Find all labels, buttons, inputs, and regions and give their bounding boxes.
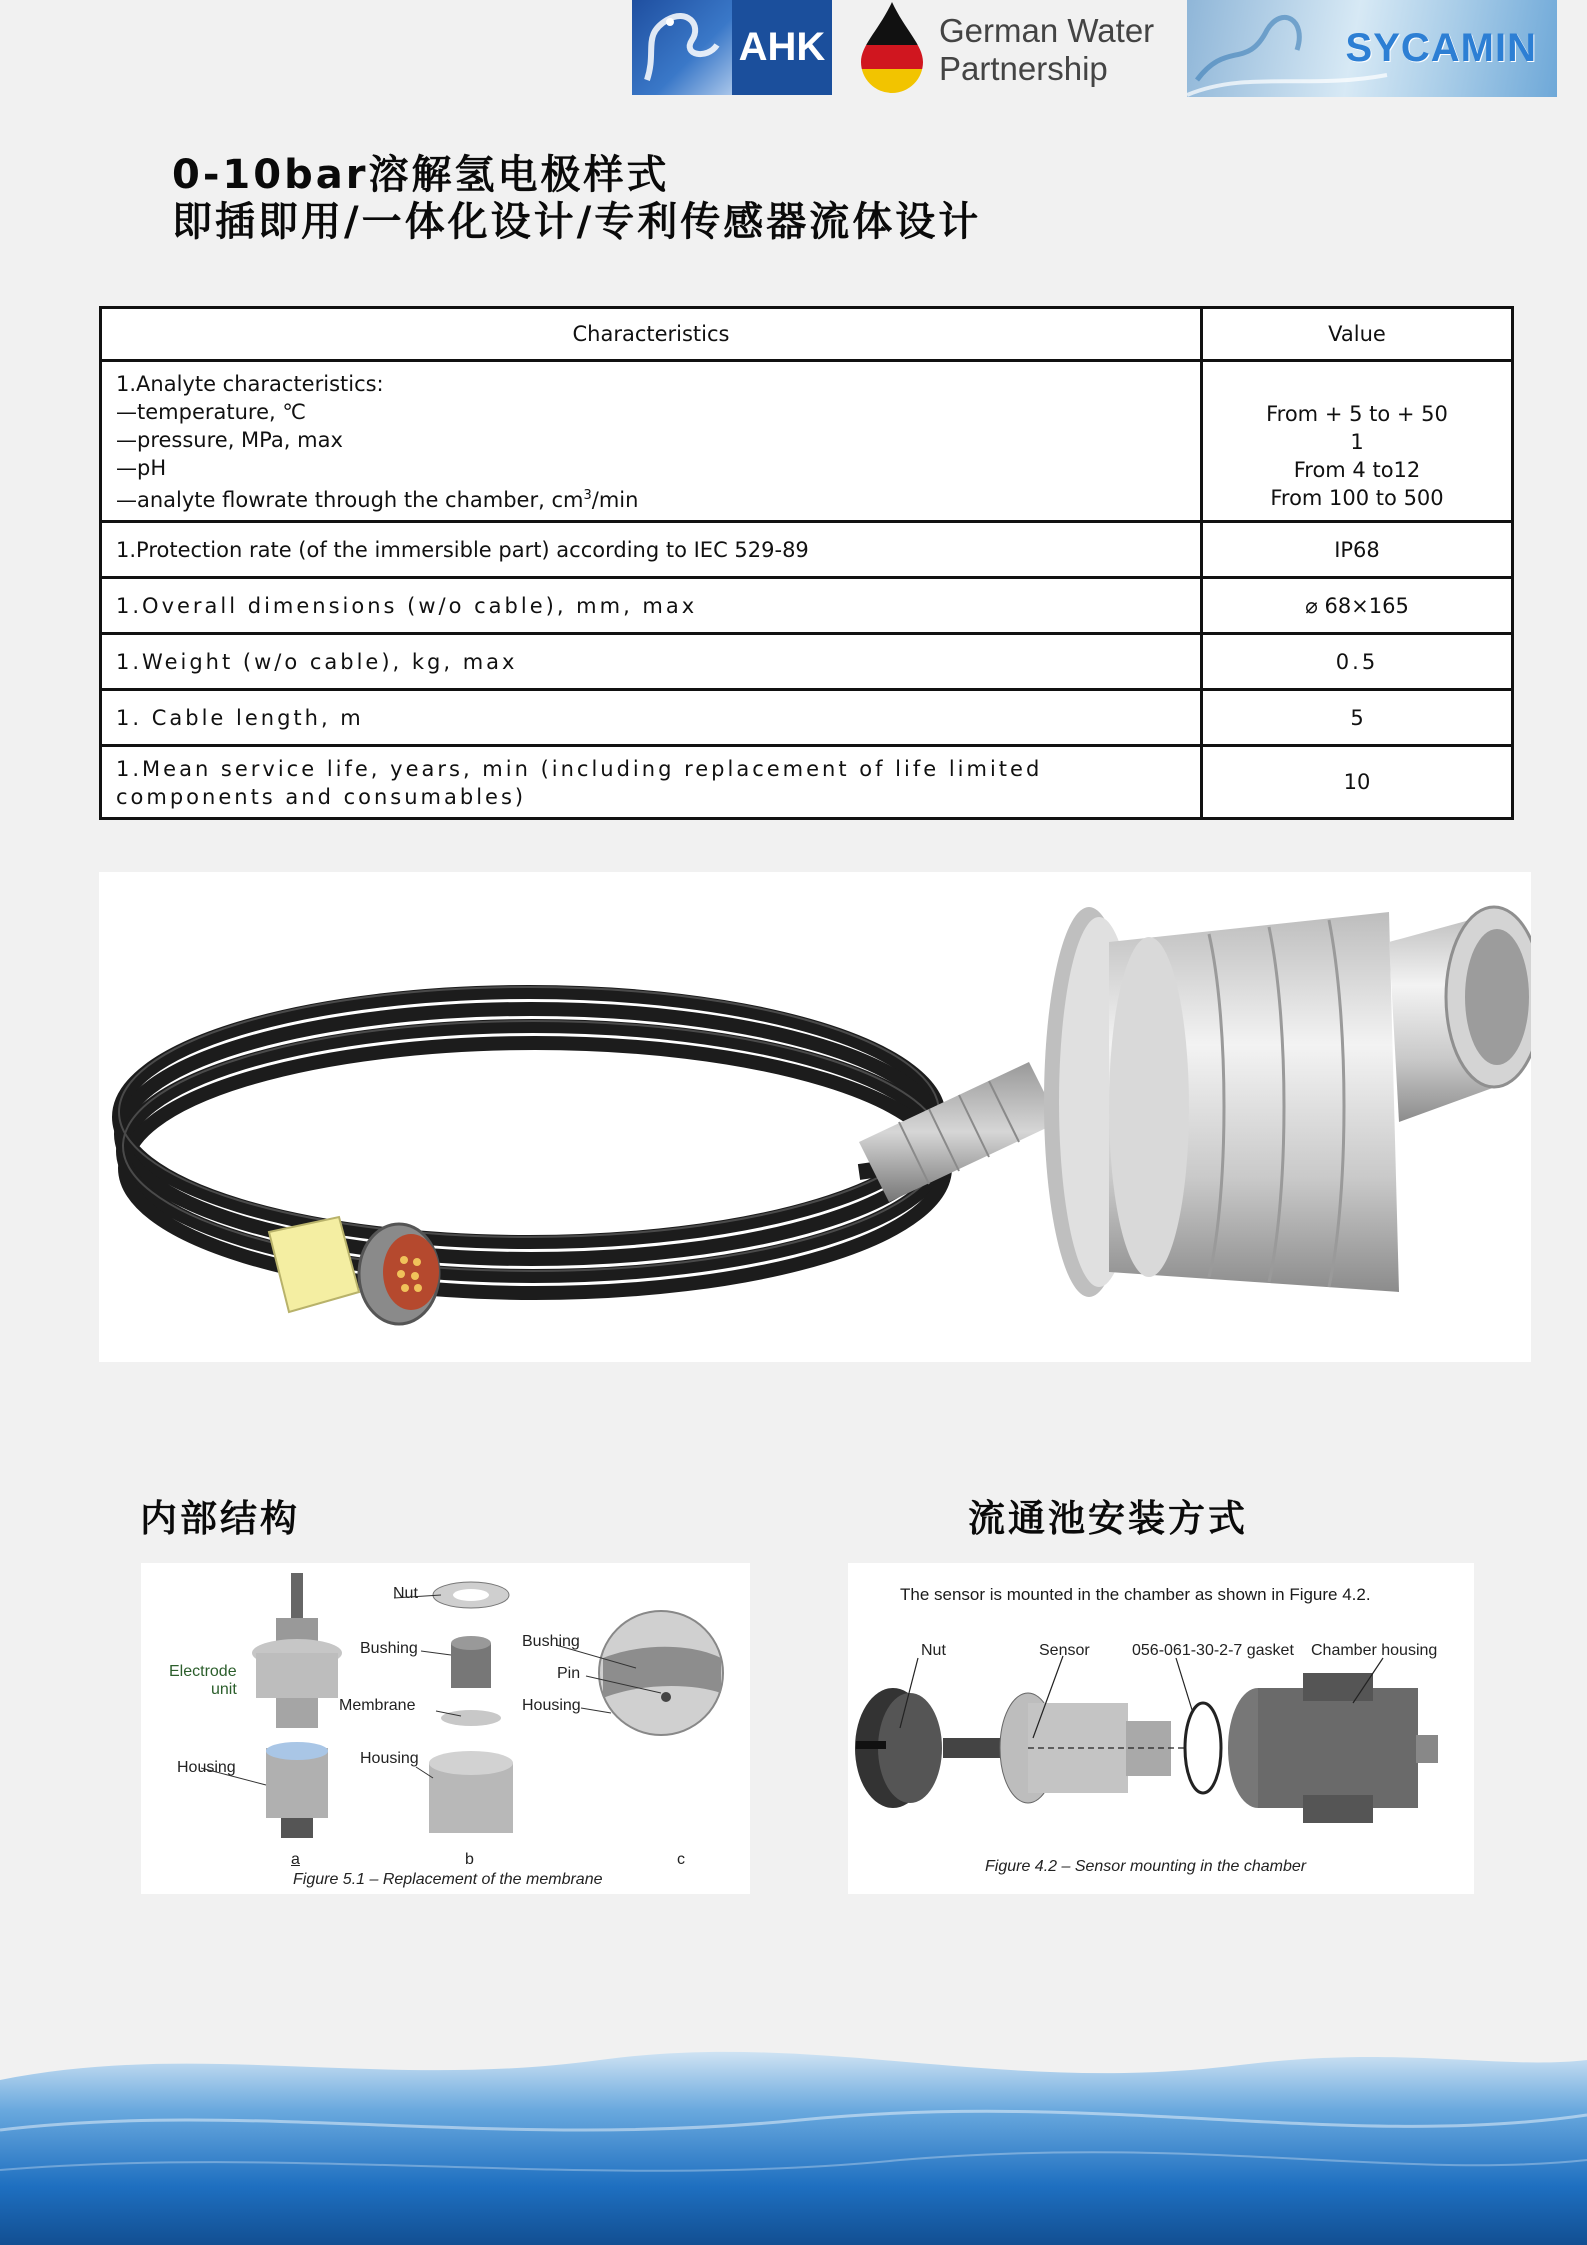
fig1-pin-label: Pin xyxy=(557,1665,581,1682)
analyte-values-cell xyxy=(1202,361,1513,522)
fig2-caption: Figure 4.2 – Sensor mounting in the chamber xyxy=(985,1858,1307,1875)
table-row xyxy=(101,361,1513,522)
service-life-value: 10 xyxy=(1202,746,1513,819)
temperature-value: From + 5 to + 50 xyxy=(1266,402,1448,426)
value-header: Value xyxy=(1202,308,1513,361)
table-header-row xyxy=(101,308,1513,361)
water-drop-flag-icon xyxy=(857,0,927,95)
table-row xyxy=(101,690,1513,746)
fig1-c-label: c xyxy=(677,1851,685,1868)
flow-cell-install-heading: 流通池安装方式 xyxy=(968,1497,1248,1540)
fig1-a-label: a xyxy=(291,1851,300,1868)
weight-value: 0.5 xyxy=(1202,634,1513,690)
gwp-line2: Partnership xyxy=(939,50,1108,87)
mounting-exploded-drawing xyxy=(848,1563,1474,1894)
flowrate-label xyxy=(116,482,1186,514)
sensor-product-image xyxy=(99,872,1531,1362)
fig2-nut-label: Nut xyxy=(921,1642,946,1659)
fig1-bushing-c-label: Bushing xyxy=(522,1633,580,1650)
temperature-label: —temperature, ℃ xyxy=(116,400,306,424)
page-title-line1: 0-10bar溶解氢电极样式 xyxy=(172,152,670,198)
pressure-value: 1 xyxy=(1350,430,1364,454)
ahk-logo-text: AHK xyxy=(732,0,832,95)
fig1-membrane-label: Membrane xyxy=(339,1697,416,1714)
analyte-label: 1.Analyte characteristics: xyxy=(116,372,384,396)
protection-rate-value: IP68 xyxy=(1202,522,1513,578)
protection-rate-label: 1.Protection rate (of the immersible part) according to IEC 529-89 xyxy=(101,522,1202,578)
exploded-view-drawing xyxy=(141,1563,750,1894)
spec-table xyxy=(99,306,1514,820)
dragon-logo-icon xyxy=(632,0,732,95)
sycamin-logo-text: SYCAMIN xyxy=(1345,26,1537,70)
overall-dimensions-value: ⌀ 68×165 xyxy=(1202,578,1513,634)
header-logos xyxy=(632,0,1557,97)
ph-label: —pH xyxy=(116,456,167,480)
fig1-housing-a-label: Housing xyxy=(177,1759,236,1776)
cable-length-value: 5 xyxy=(1202,690,1513,746)
page-title-line2: 即插即用/一体化设计/专利传感器流体设计 xyxy=(172,199,982,245)
analyte-characteristics-cell xyxy=(101,361,1202,522)
internal-structure-heading: 内部结构 xyxy=(140,1497,300,1540)
cable-length-label: 1. Cable length, m xyxy=(101,690,1202,746)
weight-label: 1.Weight (w/o cable), kg, max xyxy=(101,634,1202,690)
sycamin-logo xyxy=(1187,0,1557,97)
fig1-housing-b-label: Housing xyxy=(360,1750,419,1767)
ahk-logo xyxy=(632,0,832,95)
service-life-line2: components and consumables) xyxy=(116,785,527,809)
ph-value: From 4 to12 xyxy=(1293,458,1421,482)
fig1-housing-c-label: Housing xyxy=(522,1697,581,1714)
fig1-bushing-label: Bushing xyxy=(360,1640,418,1657)
flowrate-label-text: —analyte flowrate through the chamber, cm xyxy=(116,488,584,512)
german-water-partnership-logo xyxy=(857,0,1197,95)
fig1-electrode-label: Electrode xyxy=(169,1663,237,1680)
pressure-label: —pressure, MPa, max xyxy=(116,428,343,452)
fig2-gasket-label: 056-061-30-2-7 gasket xyxy=(1132,1642,1294,1659)
analyte-value-spacer xyxy=(1217,372,1497,400)
fig1-b-label: b xyxy=(465,1851,474,1868)
fig1-nut-label: Nut xyxy=(393,1585,418,1602)
flowrate-unit-tail: /min xyxy=(591,488,639,512)
table-row xyxy=(101,634,1513,690)
fig2-title: The sensor is mounted in the chamber as shown in Figure 4.2. xyxy=(900,1585,1371,1604)
overall-dimensions-label: 1.Overall dimensions (w/o cable), mm, max xyxy=(101,578,1202,634)
service-life-line1: 1.Mean service life, years, min (including replacement of life limited xyxy=(116,757,1043,781)
flowrate-value: From 100 to 500 xyxy=(1270,486,1444,510)
table-row xyxy=(101,578,1513,634)
service-life-label xyxy=(101,746,1202,819)
table-row xyxy=(101,522,1513,578)
water-wave-decoration xyxy=(0,2020,1587,2245)
gwp-logo-text xyxy=(939,12,1154,88)
gwp-line1: German Water xyxy=(939,12,1155,49)
sensor-mounting-figure xyxy=(848,1563,1474,1894)
fig2-sensor-label: Sensor xyxy=(1039,1642,1090,1659)
flowrate-unit-exponent: 3 xyxy=(583,488,592,503)
membrane-replacement-figure xyxy=(141,1563,750,1894)
fig1-unit-label: unit xyxy=(211,1681,237,1698)
fig2-chamber-label: Chamber housing xyxy=(1311,1642,1438,1659)
fig1-caption: Figure 5.1 – Replacement of the membrane xyxy=(293,1871,603,1888)
characteristics-header: Characteristics xyxy=(101,308,1202,361)
table-row xyxy=(101,746,1513,819)
